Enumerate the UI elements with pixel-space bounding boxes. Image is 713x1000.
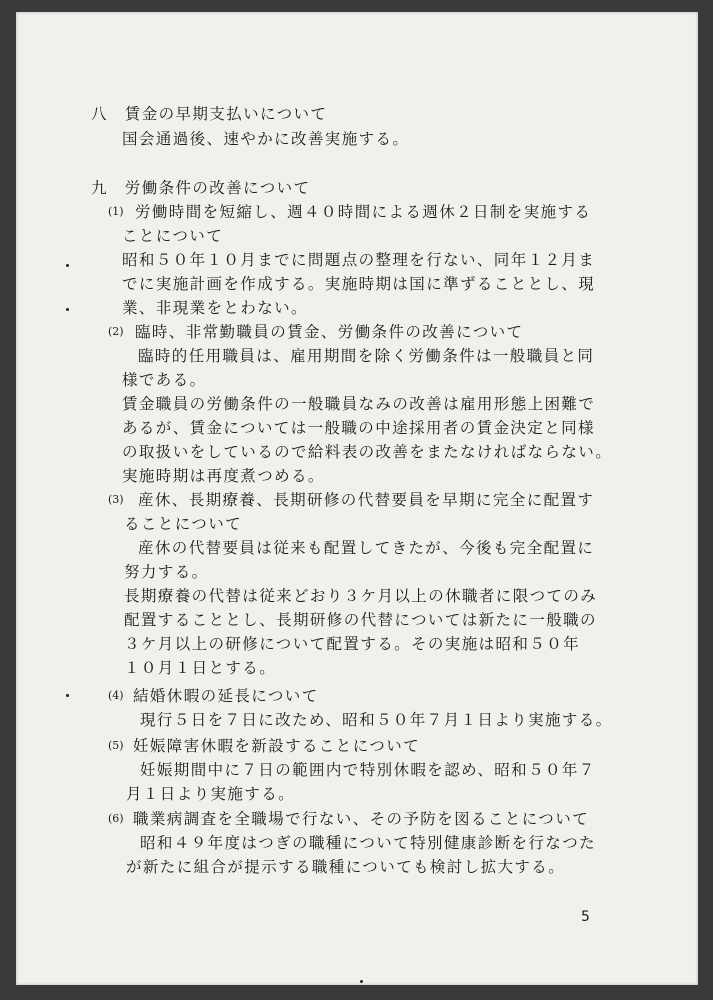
text-line: あるが、賃金については一般職の中途採用者の賃金決定と同様 [122,419,595,437]
item-number: (5) [108,739,124,752]
item-number: (3) [108,493,124,506]
scan-speck [360,980,363,983]
section-9-heading: 九 労働条件の改善について [91,179,311,197]
text-line: 臨時的任用職員は、雇用期間を除く労働条件は一般職員と同 [138,347,595,365]
text-line: 実施時期は再度煮つめる。 [122,467,325,485]
scan-speck [66,264,69,267]
item-heading: 労働時間を短縮し、週４０時間による週休２日制を実施する [135,203,592,221]
text-line: 現行５日を７日に改ため、昭和５０年７月１日より実施する。 [140,711,613,729]
text-line: ３ケ月以上の研修について配置する。その実施は昭和５０年 [124,635,580,653]
item-heading: 臨時、非常勤職員の賃金、労働条件の改善について [135,323,524,341]
text-line: が新たに組合が提示する職種についても検討し拡大する。 [126,858,566,876]
text-line: 長期療養の代替は従来どおり３ケ月以上の休職者に限つてのみ [124,587,598,605]
text-line: 業、非現業をとわない。 [122,299,308,317]
item-number: (6) [108,812,124,825]
text-line: １０月１日とする。 [124,659,277,677]
item-heading: 結婚休暇の延長について [133,687,319,705]
text-line: 昭和４９年度はつぎの職種について特別健康診断を行なつた [140,834,596,852]
text-line: 賃金職員の労働条件の一般職員なみの改善は雇用形態上困難で [122,395,596,413]
item-heading: 産休、長期療養、長期研修の代替要員を早期に完全に配置す [138,491,595,509]
document-page [16,12,698,985]
text-line: 努力する。 [124,563,209,581]
text-line: の取扱いをしているので給料表の改善をまたなければならない。 [122,443,613,461]
section-8-heading: 八 賃金の早期支払いについて [91,105,328,123]
item-heading: 職業病調査を全職場で行ない、その予防を図ることについて [133,810,589,828]
text-line: 国会通過後、速やかに改善実施する。 [122,130,410,148]
text-line: ことについて [122,227,224,245]
scan-speck [66,308,69,311]
text-line: ることについて [124,515,242,533]
page-number: 5 [581,909,590,925]
text-line: 様である。 [122,371,207,389]
item-number: (2) [108,325,124,338]
item-number: (1) [108,205,124,218]
item-number: (4) [108,689,124,702]
text-line: 配置することとし、長期研修の代替については新たに一般職の [124,611,597,629]
text-line: 産休の代替要員は従来も配置してきたが、今後も完全配置に [138,539,595,557]
text-line: 月１日より実施する。 [126,785,296,803]
scan-speck [66,694,69,697]
item-heading: 妊娠障害休暇を新設することについて [133,737,420,755]
text-line: 昭和５０年１０月までに問題点の整理を行ない、同年１２月ま [122,251,596,269]
text-line: 妊娠期間中に７日の範囲内で特別休暇を認め、昭和５０年７ [140,761,596,779]
text-line: でに実施計画を作成する。実施時期は国に準ずることとし、現 [122,275,596,293]
